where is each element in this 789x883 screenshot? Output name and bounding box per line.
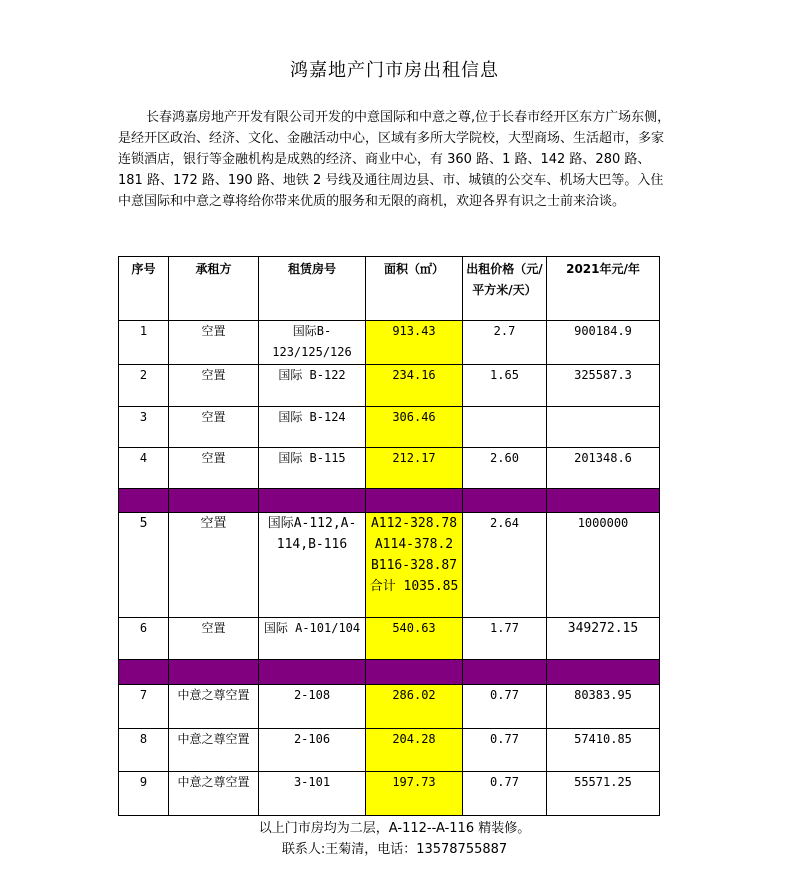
header-tenant: 承租方: [169, 257, 259, 321]
cell-tenant: 空置: [169, 448, 259, 489]
cell-room: 国际 A-101/104: [259, 618, 366, 660]
cell-tenant: 中意之尊空置: [169, 685, 259, 729]
cell-price: 0.77: [463, 729, 547, 772]
cell-no: 1: [119, 321, 169, 365]
area-line: 合计 1035.85: [369, 579, 459, 594]
divider-cell: [463, 489, 547, 513]
footer-note: 以上门市房均为二层，A-112--A-116 精装修。: [258, 821, 531, 836]
table-row: [119, 772, 660, 816]
table-row: [119, 448, 660, 489]
cell-tenant: 空置: [169, 513, 259, 618]
cell-room: 2-106: [259, 729, 366, 772]
header-annual: 2021年元/年: [547, 257, 660, 321]
cell-area: 204.28: [366, 729, 463, 772]
cell-price: 1.65: [463, 365, 547, 407]
area-line: A114-378.2: [374, 537, 454, 552]
cell-room: 3-101: [259, 772, 366, 816]
cell-room: 国际 B-122: [259, 365, 366, 407]
cell-annual: 80383.95: [547, 685, 660, 729]
cell-no: 4: [119, 448, 169, 489]
divider-row: [119, 489, 660, 513]
cell-price: 2.64: [463, 513, 547, 618]
cell-room: 国际A-112,A-114,B-116: [259, 513, 366, 618]
table-row: [119, 729, 660, 772]
cell-annual: 349272.15: [547, 618, 660, 660]
cell-annual: 57410.85: [547, 729, 660, 772]
cell-no: 2: [119, 365, 169, 407]
table-header-row: [119, 257, 660, 321]
cell-room: 国际 B-124: [259, 407, 366, 448]
header-price: 出租价格（元/平方米/天）: [463, 257, 547, 321]
cell-room: 国际 B-115: [259, 448, 366, 489]
cell-tenant: 空置: [169, 321, 259, 365]
table-row: [119, 365, 660, 407]
cell-area-breakdown: [366, 513, 463, 618]
cell-area: 212.17: [366, 448, 463, 489]
cell-area: 913.43: [366, 321, 463, 365]
cell-no: 5: [119, 513, 169, 618]
cell-tenant: 空置: [169, 618, 259, 660]
cell-no: 7: [119, 685, 169, 729]
cell-tenant: 中意之尊空置: [169, 729, 259, 772]
cell-price: [463, 407, 547, 448]
table-row: [119, 407, 660, 448]
divider-cell: [463, 660, 547, 685]
header-area: 面积（㎡）: [366, 257, 463, 321]
cell-annual: 201348.6: [547, 448, 660, 489]
cell-no: 6: [119, 618, 169, 660]
divider-cell: [259, 660, 366, 685]
cell-no: 9: [119, 772, 169, 816]
header-no: 序号: [119, 257, 169, 321]
divider-cell: [259, 489, 366, 513]
cell-price: 2.7: [463, 321, 547, 365]
cell-area: 306.46: [366, 407, 463, 448]
cell-price: 0.77: [463, 685, 547, 729]
cell-tenant: 空置: [169, 407, 259, 448]
table-row: [119, 618, 660, 660]
cell-tenant: 中意之尊空置: [169, 772, 259, 816]
footer-contact: 联系人:王菊清，电话：13578755887: [281, 842, 508, 857]
page-title: 鸿嘉地产门市房出租信息: [290, 60, 499, 81]
cell-area: 234.16: [366, 365, 463, 407]
cell-annual: 1000000: [547, 513, 660, 618]
cell-tenant: 空置: [169, 365, 259, 407]
area-line: B116-328.87: [370, 558, 458, 573]
intro-paragraph: 长春鸿嘉房地产开发有限公司开发的中意国际和中意之尊,位于长春市经开区东方广场东侧，是经开区政治、经济、文化、金融活动中心，区域有多所大学院校，大型商场、生活超市，多家连锁酒店，银行等金融机构是成熟的经济、商业中心，有 360 路、1 路、142 路、280 路、181 路、172 路、190 路、地铁 2 号线及通往周边县、市、城镇的公交车、机场大巴等。入住中意国际和中意之尊将给你带来优质的服务和无限的商机，欢迎各界有识之士前来洽谈。: [118, 110, 671, 209]
header-room: 租赁房号: [259, 257, 366, 321]
divider-cell: [547, 489, 660, 513]
divider-row: [119, 660, 660, 685]
area-line: A112-328.78: [370, 516, 458, 531]
cell-annual: 55571.25: [547, 772, 660, 816]
cell-price: 0.77: [463, 772, 547, 816]
cell-annual: [547, 407, 660, 448]
divider-cell: [169, 489, 259, 513]
divider-cell: [366, 660, 463, 685]
divider-cell: [119, 660, 169, 685]
cell-area: 286.02: [366, 685, 463, 729]
divider-cell: [366, 489, 463, 513]
cell-price: 1.77: [463, 618, 547, 660]
divider-cell: [119, 489, 169, 513]
cell-annual: 900184.9: [547, 321, 660, 365]
table-row: [119, 685, 660, 729]
divider-cell: [169, 660, 259, 685]
cell-room: 2-108: [259, 685, 366, 729]
cell-no: 3: [119, 407, 169, 448]
cell-annual: 325587.3: [547, 365, 660, 407]
cell-room: 国际B-123/125/126: [259, 321, 366, 365]
cell-price: 2.60: [463, 448, 547, 489]
cell-area: 197.73: [366, 772, 463, 816]
divider-cell: [547, 660, 660, 685]
table-row: [119, 513, 660, 618]
rental-table: [118, 256, 660, 816]
cell-area: 540.63: [366, 618, 463, 660]
cell-no: 8: [119, 729, 169, 772]
table-row: [119, 321, 660, 365]
